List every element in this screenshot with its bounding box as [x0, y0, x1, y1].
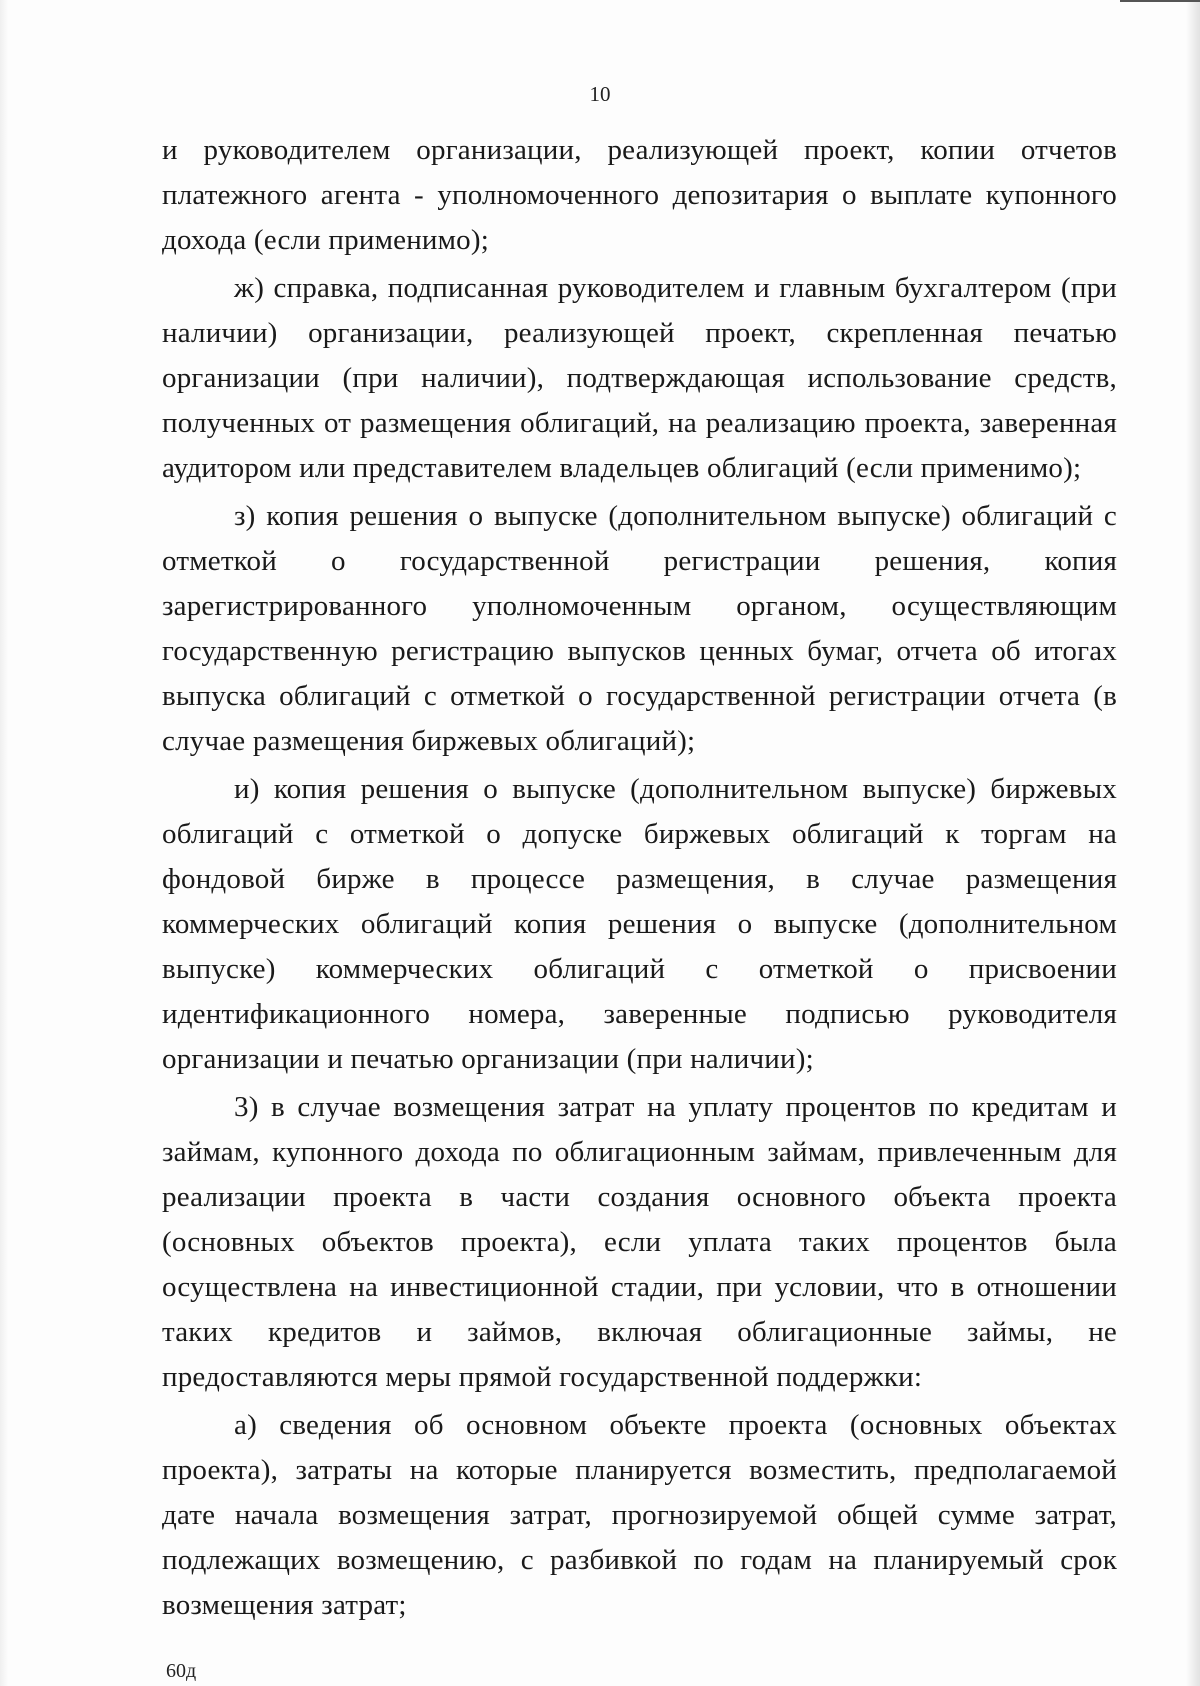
scan-edge-left — [0, 0, 8, 1686]
top-edge-rule — [1120, 0, 1200, 2]
scan-edge-right — [1186, 0, 1200, 1686]
paragraph-item-3: 3) в случае возмещения затрат на уплату процентов по кредитам и займам, купонного дохода по облигационным займам, привлеченным для реализации проекта в части создания основного объекта проекта (основных объектов проекта), если уплата таких процентов была осуществлена на инвестиционной стадии, при условии, что в отношении таких кредитов и займов, включая облигационные займы, не предоставляются меры прямой государственной поддержки: — [162, 1091, 1117, 1393]
paragraph-item-i: и) копия решения о выпуске (дополнительном выпуске) биржевых облигаций с отметкой о допуске биржевых облигаций к торгам на фондовой бирже в процессе размещения, в случае размещения коммерческих облигаций копия решения о выпуске (дополнительном выпуске) коммерческих облигаций с отметкой о присвоении идентификационного номера, заверенные подписью руководителя организации и печатью организации (при наличии); — [162, 773, 1117, 1075]
footer-code: 60д — [166, 1660, 197, 1682]
page-number: 10 — [589, 82, 611, 106]
paragraph-item-zh: ж) справка, подписанная руководителем и главным бухгалтером (при наличии) организации, реализующей проект, скрепленная печатью организации (при наличии), подтверждающая использование средств, полученных от размещения облигаций, на реализацию проекта, заверенная аудитором или представителем владельцев облигаций (если применимо); — [162, 272, 1117, 484]
paragraph-continuation: и руководителем организации, реализующей проект, копии отчетов платежного агента - уполномоченного депозитария о выплате купонного дохода (если применимо); — [162, 134, 1117, 256]
document-body — [162, 128, 1117, 1628]
paragraph-item-z: з) копия решения о выпуске (дополнительном выпуске) облигаций с отметкой о государственной регистрации решения, копия зарегистрированного уполномоченным органом, осуществляющим государственную регистрацию выпусков ценных бумаг, отчета об итогах выпуска облигаций с отметкой о государственной регистрации отчета (в случае размещения биржевых облигаций); — [162, 500, 1117, 757]
paragraph-item-a: а) сведения об основном объекте проекта (основных объектах проекта), затраты на которые планируется возместить, предполагаемой дате начала возмещения затрат, прогнозируемой общей сумме затрат, подлежащих возмещению, с разбивкой по годам на планируемый срок возмещения затрат; — [162, 1409, 1117, 1621]
